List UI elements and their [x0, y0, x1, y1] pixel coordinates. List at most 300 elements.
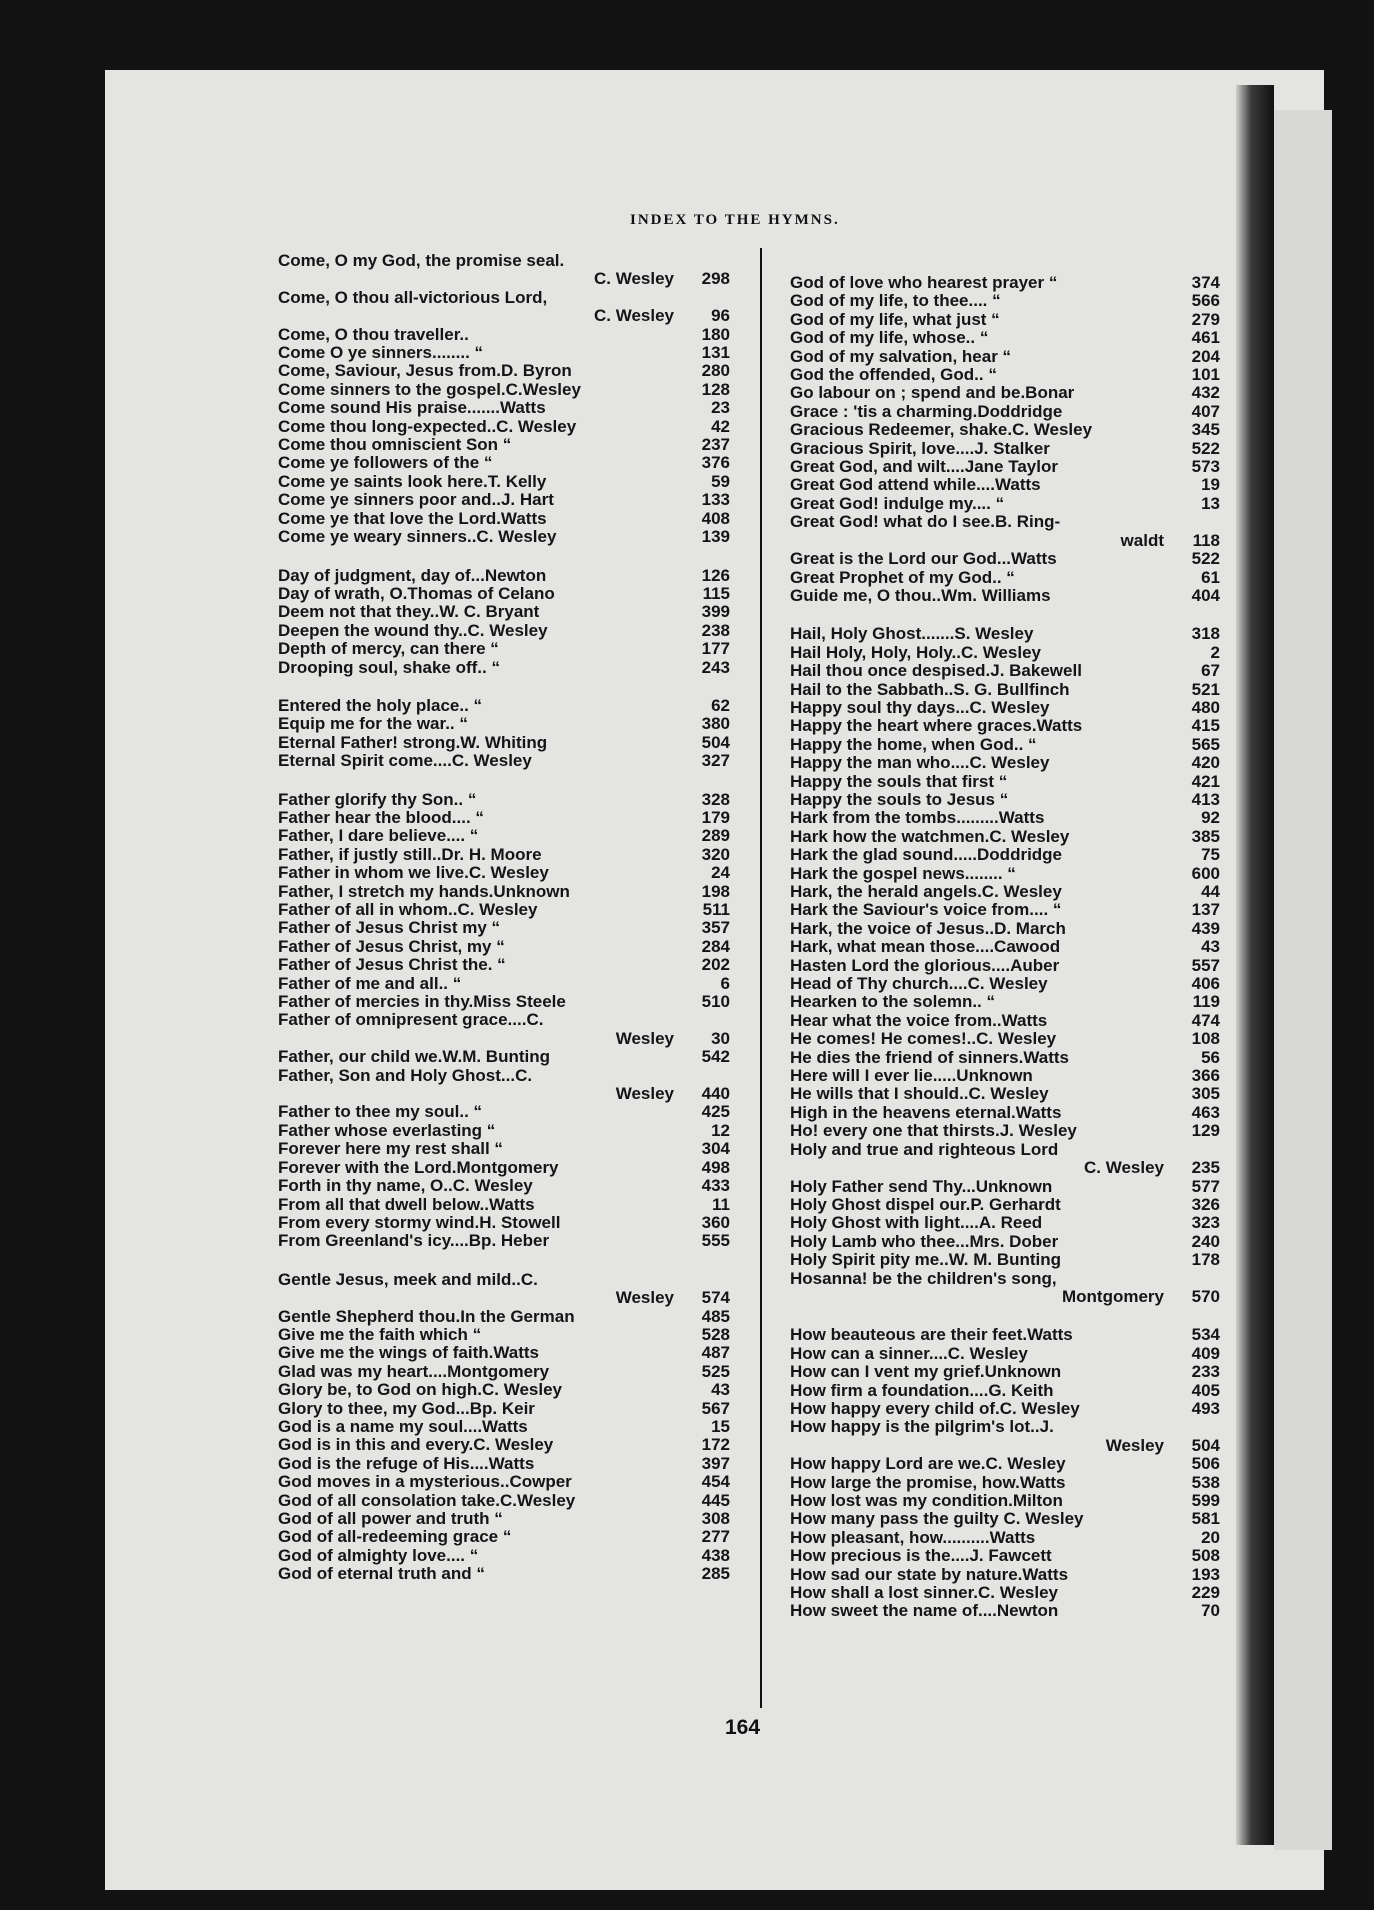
hymn-first-line: He wills that I should..C. Wesley — [790, 1085, 1049, 1104]
hymn-number: 577 — [1191, 1176, 1220, 1196]
hymn-first-line: Hark, the herald angels.C. Wesley — [790, 883, 1062, 901]
hymn-entry — [790, 513, 1220, 531]
hymn-entry — [790, 1510, 1220, 1528]
hymn-number: 75 — [1201, 845, 1220, 865]
hymn-entry — [790, 311, 1220, 329]
hymn-entry — [790, 1326, 1220, 1344]
hymn-first-line: Holy Ghost with light....A. Reed — [790, 1214, 1043, 1233]
hymn-entry — [790, 1012, 1220, 1030]
hymn-first-line: Father, our child we.W.M. Bunting — [278, 1048, 550, 1067]
hymn-entry — [790, 1196, 1220, 1214]
hymn-entry — [278, 1011, 730, 1029]
hymn-number: 385 — [1191, 826, 1220, 846]
hymn-first-line: Hail to the Sabbath..S. G. Bullfinch — [790, 680, 1070, 699]
hymn-entry — [278, 1510, 730, 1528]
hymn-entry — [790, 1233, 1220, 1251]
hymn-number: 557 — [1191, 955, 1220, 975]
hymn-first-line: Come, O my God, the promise seal. — [278, 252, 565, 270]
hymn-number: 92 — [1201, 808, 1220, 828]
hymn-first-line: Eternal Spirit come....C. Wesley — [278, 752, 532, 771]
hymn-number: 461 — [1191, 328, 1220, 348]
hymn-first-line: Hail thou once despised.J. Bakewell — [790, 662, 1082, 681]
hymn-first-line: Father in whom we live.C. Wesley — [278, 864, 549, 883]
hymn-first-line: Come ye saints look here.T. Kelly — [278, 472, 547, 491]
hymn-number: 204 — [1191, 346, 1220, 366]
hymn-entry — [790, 1547, 1220, 1565]
hymn-number: 493 — [1191, 1398, 1220, 1418]
hymn-entry — [790, 1214, 1220, 1232]
hymn-number: 566 — [1191, 291, 1220, 311]
hymn-number: 235 — [1191, 1158, 1220, 1178]
hymn-number: 284 — [701, 936, 730, 956]
hymn-entry — [790, 883, 1220, 901]
hymn-entry — [790, 773, 1220, 791]
hymn-entry — [278, 622, 730, 640]
hymn-entry — [790, 366, 1220, 384]
hymn-number: 522 — [1191, 438, 1220, 458]
hymn-entry — [790, 1400, 1220, 1418]
hymn-first-line: Hark the Saviour's voice from.... “ — [790, 901, 1062, 920]
hymn-first-line: Give me the wings of faith.Watts — [278, 1344, 540, 1363]
hymn-entry — [278, 697, 730, 715]
hymn-first-line: How happy is the pilgrim's lot..J. — [790, 1418, 1054, 1437]
hymn-number: 304 — [701, 1139, 730, 1159]
hymn-entry — [278, 1103, 730, 1121]
hymn-first-line: Depth of mercy, can there “ — [278, 640, 499, 659]
hymn-entry — [278, 938, 730, 956]
hymn-first-line: Hark how the watchmen.C. Wesley — [790, 827, 1070, 846]
hymn-number: 573 — [1191, 457, 1220, 477]
hymn-number: 118 — [1192, 530, 1220, 550]
hymn-first-line: Hark from the tombs.........Watts — [790, 809, 1045, 828]
hymn-number: 542 — [701, 1047, 730, 1067]
hymn-entry — [790, 1345, 1220, 1363]
hymn-entry-continuation — [790, 1437, 1220, 1455]
hymn-number: 508 — [1191, 1546, 1220, 1566]
hymn-number: 421 — [1191, 771, 1220, 791]
hymn-first-line: Come ye sinners poor and..J. Hart — [278, 491, 554, 510]
hymn-first-line: How precious is the....J. Fawcett — [790, 1547, 1052, 1566]
hymn-number: 408 — [701, 508, 730, 528]
hymn-entry — [278, 883, 730, 901]
hymn-number: 56 — [1201, 1047, 1220, 1067]
hymn-number: 528 — [701, 1324, 730, 1344]
hymn-number: 15 — [711, 1416, 730, 1436]
hymn-first-line: Wesley — [615, 1085, 674, 1104]
hymn-entry — [790, 1141, 1220, 1159]
hymn-entry — [278, 715, 730, 733]
hymn-first-line: Hearken to the solemn.. “ — [790, 993, 995, 1012]
hymn-first-line: Holy Spirit pity me..W. M. Bunting — [790, 1251, 1062, 1270]
hymn-number: 131 — [701, 343, 730, 363]
hymn-entry — [278, 362, 730, 380]
facing-page-edge — [1274, 110, 1332, 1850]
hymn-entry — [790, 1602, 1220, 1620]
hymn-first-line: High in the heavens eternal.Watts — [790, 1103, 1062, 1122]
hymn-number: 229 — [1191, 1583, 1220, 1603]
hymn-number: 415 — [1191, 716, 1220, 736]
hymn-number: 119 — [1192, 992, 1220, 1012]
hymn-entry — [278, 1196, 730, 1214]
hymn-entry — [278, 1140, 730, 1158]
hymn-number: 357 — [701, 918, 730, 938]
hymn-number: 432 — [1191, 383, 1220, 403]
hymn-entry — [790, 476, 1220, 494]
hymn-first-line: Happy the man who....C. Wesley — [790, 754, 1050, 773]
hymn-number: 522 — [1191, 549, 1220, 569]
hymn-first-line: Come ye followers of the “ — [278, 454, 493, 473]
hymn-first-line: Go labour on ; spend and be.Bonar — [790, 384, 1075, 403]
hymn-number: 70 — [1201, 1601, 1220, 1621]
hymn-number: 129 — [1191, 1121, 1220, 1141]
hymn-number: 570 — [1191, 1286, 1220, 1306]
hymn-entry — [278, 1159, 730, 1177]
hymn-first-line: Father of all in whom..C. Wesley — [278, 901, 538, 919]
hymn-first-line: Gracious Spirit, love....J. Stalker — [790, 439, 1050, 458]
hymn-number: 62 — [711, 695, 730, 715]
hymn-first-line: Give me the faith which “ — [278, 1325, 482, 1344]
group-spacer — [278, 771, 730, 791]
hymn-first-line: God is a name my soul....Watts — [278, 1417, 528, 1436]
hymn-number: 433 — [701, 1176, 730, 1196]
hymn-entry — [790, 1418, 1220, 1436]
hymn-first-line: Equip me for the war.. “ — [278, 715, 468, 734]
hymn-entry — [278, 510, 730, 528]
hymn-entry — [790, 717, 1220, 735]
hymn-entry — [790, 348, 1220, 366]
hymn-entry — [790, 587, 1220, 605]
hymn-entry — [790, 1085, 1220, 1103]
hymn-entry — [278, 473, 730, 491]
hymn-first-line: God of all power and truth “ — [278, 1510, 503, 1528]
page-number: 164 — [725, 1716, 761, 1739]
hymn-first-line: God of my life, to thee.... “ — [790, 292, 1001, 311]
hymn-first-line: Hark the glad sound.....Doddridge — [790, 846, 1063, 865]
hymn-number: 366 — [1191, 1066, 1220, 1086]
hymn-first-line: Holy and true and righteous Lord — [790, 1140, 1059, 1159]
hymn-entry-continuation — [278, 1289, 730, 1307]
hymn-first-line: Entered the holy place.. “ — [278, 696, 483, 715]
hymn-number: 498 — [701, 1157, 730, 1177]
hymn-number: 504 — [701, 732, 730, 752]
hymn-first-line: Great God! what do I see.B. Ring- — [790, 513, 1061, 532]
hymn-first-line: Wesley — [1105, 1436, 1164, 1455]
hymn-number: 397 — [701, 1453, 730, 1473]
hymn-number: 567 — [701, 1398, 730, 1418]
column-divider — [760, 248, 762, 1708]
hymn-number: 59 — [711, 471, 730, 491]
hymn-first-line: Father of me and all.. “ — [278, 974, 462, 993]
hymn-entry — [278, 1492, 730, 1510]
hymn-first-line: Ho! every one that thirsts.J. Wesley — [790, 1122, 1077, 1141]
hymn-number: 511 — [702, 900, 730, 919]
hymn-number: 425 — [701, 1102, 730, 1122]
hymn-number: 11 — [712, 1194, 730, 1214]
hymn-number: 233 — [1191, 1362, 1220, 1382]
hymn-number: 139 — [701, 527, 730, 547]
hymn-entry — [278, 1547, 730, 1565]
hymn-number: 439 — [1191, 918, 1220, 938]
hymn-entry — [278, 1473, 730, 1491]
hymn-first-line: Father of omnipresent grace....C. — [278, 1011, 544, 1030]
hymn-entry — [278, 1436, 730, 1454]
hymn-first-line: Come ye that love the Lord.Watts — [278, 509, 547, 528]
hymn-first-line: How can a sinner....C. Wesley — [790, 1344, 1028, 1363]
hymn-first-line: Day of wrath, O.Thomas of Celano — [278, 584, 555, 603]
hymn-first-line: From every stormy wind.H. Stowell — [278, 1213, 561, 1232]
hymn-number: 380 — [701, 714, 730, 734]
hymn-first-line: Father of Jesus Christ, my “ — [278, 937, 505, 956]
hymn-number: 438 — [701, 1545, 730, 1565]
hymn-number: 115 — [702, 583, 730, 603]
hymn-number: 445 — [701, 1490, 730, 1510]
hymn-number: 326 — [1191, 1194, 1220, 1214]
hymn-entry — [278, 1308, 730, 1326]
hymn-entry-continuation — [790, 532, 1220, 550]
hymn-first-line: How happy every child of.C. Wesley — [790, 1399, 1080, 1418]
hymn-entry — [278, 326, 730, 344]
hymn-number: 318 — [1191, 624, 1220, 644]
hymn-number: 19 — [1201, 475, 1220, 495]
hymn-entry — [278, 381, 730, 399]
hymn-first-line: Gentle Jesus, meek and mild..C. — [278, 1270, 538, 1289]
hymn-first-line: Holy Ghost dispel our.P. Gerhardt — [790, 1195, 1061, 1214]
hymn-number: 237 — [701, 435, 730, 455]
hymn-number: 463 — [1191, 1102, 1220, 1122]
hymn-number: 413 — [1191, 789, 1220, 809]
hymn-entry — [790, 292, 1220, 310]
hymn-first-line: Father hear the blood.... “ — [278, 808, 484, 827]
hymn-first-line: Hail Holy, Holy, Holy..C. Wesley — [790, 643, 1041, 662]
hymn-entry — [278, 1381, 730, 1399]
hymn-number: 298 — [701, 269, 730, 289]
hymn-number: 521 — [1191, 679, 1220, 699]
hymn-first-line: Drooping soul, shake off.. “ — [278, 658, 500, 677]
hymn-first-line: Father, I stretch my hands.Unknown — [278, 882, 570, 901]
hymn-entry — [790, 569, 1220, 587]
hymn-entry — [278, 399, 730, 417]
hymn-entry — [278, 1177, 730, 1195]
hymn-entry — [278, 809, 730, 827]
hymn-number: 404 — [1191, 585, 1220, 605]
hymn-number: 440 — [701, 1084, 730, 1104]
hymn-number: 243 — [701, 657, 730, 677]
hymn-entry — [790, 403, 1220, 421]
hymn-number: 13 — [1201, 493, 1220, 513]
hymn-entry — [790, 938, 1220, 956]
hymn-first-line: God the offended, God.. “ — [790, 366, 997, 385]
hymn-entry — [790, 809, 1220, 827]
hymn-number: 61 — [1201, 567, 1220, 587]
hymn-first-line: Wesley — [615, 1289, 674, 1308]
hymn-entry-continuation — [278, 1085, 730, 1103]
hymn-first-line: Great God attend while....Watts — [790, 476, 1041, 495]
hymn-first-line: Happy the home, when God.. “ — [790, 735, 1037, 754]
hymn-number: 24 — [711, 863, 730, 883]
hymn-first-line: Montgomery — [1062, 1287, 1164, 1306]
group-spacer — [278, 547, 730, 567]
hymn-entry — [278, 528, 730, 546]
hymn-number: 534 — [1191, 1325, 1220, 1345]
book-gutter-shadow — [1236, 85, 1274, 1845]
hymn-number: 177 — [701, 639, 730, 659]
hymn-entry — [790, 865, 1220, 883]
hymn-number: 474 — [1191, 1010, 1220, 1030]
hymn-entry — [790, 440, 1220, 458]
hymn-first-line: How happy Lord are we.C. Wesley — [790, 1455, 1066, 1474]
hymn-entry-continuation — [790, 1159, 1220, 1177]
hymn-entry — [790, 1584, 1220, 1602]
hymn-number: 43 — [711, 1380, 730, 1400]
hymn-first-line: Holy Father send Thy...Unknown — [790, 1177, 1053, 1196]
hymn-entry — [278, 993, 730, 1011]
hymn-entry — [790, 1030, 1220, 1048]
hymn-first-line: God of eternal truth and “ — [278, 1565, 485, 1584]
hymn-number: 180 — [701, 324, 730, 344]
hymn-first-line: God is in this and every.C. Wesley — [278, 1436, 554, 1455]
hymn-first-line: Hear what the voice from..Watts — [790, 1011, 1048, 1030]
hymn-first-line: Glory be, to God on high.C. Wesley — [278, 1381, 562, 1400]
hymn-number: 193 — [1191, 1564, 1220, 1584]
hymn-first-line: Great God, and wilt....Jane Taylor — [790, 458, 1058, 477]
hymn-entry — [790, 1382, 1220, 1400]
hymn-entry — [278, 956, 730, 974]
hymn-entry — [278, 752, 730, 770]
hymn-number: 565 — [1191, 734, 1220, 754]
hymn-entry — [278, 1048, 730, 1066]
group-spacer — [278, 1251, 730, 1271]
hymn-entry — [790, 1363, 1220, 1381]
hymn-first-line: Eternal Father! strong.W. Whiting — [278, 733, 548, 752]
hymn-first-line: How sweet the name of....Newton — [790, 1602, 1059, 1621]
hymn-number: 126 — [701, 565, 730, 585]
hymn-number: 374 — [1191, 273, 1220, 292]
hymn-entry — [790, 1566, 1220, 1584]
hymn-number: 12 — [711, 1120, 730, 1140]
hymn-entry — [790, 681, 1220, 699]
hymn-number: 574 — [701, 1288, 730, 1308]
hymn-number: 504 — [1191, 1435, 1220, 1455]
hymn-first-line: Hasten Lord the glorious....Auber — [790, 956, 1060, 975]
hymn-first-line: Glad was my heart....Montgomery — [278, 1362, 550, 1381]
hymn-number: 308 — [701, 1509, 730, 1528]
hymn-first-line: How pleasant, how..........Watts — [790, 1528, 1036, 1547]
hymn-first-line: God is the refuge of His....Watts — [278, 1454, 535, 1473]
hymn-first-line: C. Wesley — [593, 307, 674, 326]
hymn-number: 285 — [701, 1564, 730, 1584]
hymn-entry-continuation — [278, 270, 730, 288]
hymn-first-line: God of all consolation take.C.Wesley — [278, 1491, 576, 1510]
hymn-number: 240 — [1191, 1231, 1220, 1251]
hymn-number: 405 — [1191, 1380, 1220, 1400]
hymn-entry — [790, 1455, 1220, 1473]
hymn-entry — [790, 1492, 1220, 1510]
hymn-entry — [790, 1104, 1220, 1122]
hymn-entry — [278, 1455, 730, 1473]
group-spacer — [790, 605, 1220, 625]
hymn-entry — [278, 1418, 730, 1436]
hymn-number: 538 — [1191, 1472, 1220, 1492]
hymn-first-line: C. Wesley — [593, 270, 674, 289]
hymn-first-line: Father whose everlasting “ — [278, 1121, 496, 1140]
hymn-first-line: Hosanna! be the children's song, — [790, 1269, 1057, 1288]
hymn-entry — [790, 1049, 1220, 1067]
group-spacer — [790, 1306, 1220, 1326]
hymn-first-line: Forth in thy name, O..C. Wesley — [278, 1177, 533, 1196]
hymn-entry — [278, 659, 730, 677]
hymn-first-line: He dies the friend of sinners.Watts — [790, 1048, 1069, 1067]
hymn-number: 44 — [1201, 882, 1220, 901]
hymn-number: 30 — [711, 1028, 730, 1048]
hymn-entry — [278, 734, 730, 752]
hymn-first-line: Come, O thou all-victorious Lord, — [278, 288, 548, 307]
hymn-first-line: Forever with the Lord.Montgomery — [278, 1158, 559, 1177]
hymn-first-line: Father glorify thy Son.. “ — [278, 790, 477, 809]
hymn-first-line: Forever here my rest shall “ — [278, 1140, 503, 1159]
hymn-entry — [790, 1122, 1220, 1140]
hymn-number: 345 — [1191, 420, 1220, 440]
hymn-first-line: Great Prophet of my God.. “ — [790, 568, 1015, 587]
hymn-first-line: Day of judgment, day of...Newton — [278, 566, 547, 585]
hymn-entry-continuation — [278, 1030, 730, 1048]
hymn-number: 178 — [1191, 1250, 1220, 1270]
hymn-first-line: God moves in a mysterious..Cowper — [278, 1473, 572, 1492]
hymn-first-line: Happy soul thy days...C. Wesley — [790, 698, 1050, 717]
hymn-entry — [278, 1232, 730, 1250]
hymn-first-line: Deem not that they..W. C. Bryant — [278, 603, 540, 622]
hymn-first-line: Deepen the wound thy..C. Wesley — [278, 621, 548, 640]
hymn-first-line: From Greenland's icy....Bp. Heber — [278, 1232, 550, 1251]
index-column-right — [790, 274, 1220, 1621]
hymn-entry — [278, 791, 730, 809]
hymn-entry-continuation — [790, 1288, 1220, 1306]
hymn-first-line: Great is the Lord our God...Watts — [790, 550, 1057, 569]
hymn-number: 20 — [1201, 1527, 1220, 1547]
hymn-entry — [278, 603, 730, 621]
hymn-first-line: Come, Saviour, Jesus from.D. Byron — [278, 362, 572, 381]
hymn-entry — [278, 491, 730, 509]
hymn-entry — [790, 550, 1220, 568]
hymn-first-line: Holy Lamb who thee...Mrs. Dober — [790, 1232, 1059, 1251]
hymn-first-line: How lost was my condition.Milton — [790, 1492, 1063, 1510]
hymn-entry — [790, 957, 1220, 975]
hymn-number: 320 — [701, 844, 730, 864]
hymn-entry — [790, 901, 1220, 919]
hymn-entry — [278, 418, 730, 436]
hymn-number: 238 — [701, 620, 730, 640]
hymn-number: 420 — [1191, 753, 1220, 773]
hymn-entry — [790, 791, 1220, 809]
hymn-entry — [790, 329, 1220, 347]
hymn-first-line: God of all-redeeming grace “ — [278, 1528, 512, 1547]
hymn-first-line: How firm a foundation....G. Keith — [790, 1381, 1054, 1400]
hymn-first-line: God of my life, whose.. “ — [790, 329, 989, 348]
hymn-number: 328 — [701, 789, 730, 809]
hymn-first-line: From all that dwell below..Watts — [278, 1195, 535, 1214]
hymn-number: 128 — [701, 379, 730, 399]
hymn-entry — [790, 274, 1220, 292]
hymn-entry — [278, 1326, 730, 1344]
hymn-first-line: Come sound His praise.......Watts — [278, 399, 546, 418]
hymn-first-line: Father to thee my soul.. “ — [278, 1103, 483, 1122]
hymn-number: 409 — [1191, 1343, 1220, 1363]
hymn-entry — [278, 1565, 730, 1583]
hymn-entry — [278, 827, 730, 845]
hymn-entry-continuation — [278, 307, 730, 325]
hymn-number: 23 — [711, 398, 730, 418]
hymn-entry — [790, 828, 1220, 846]
hymn-entry — [790, 1178, 1220, 1196]
